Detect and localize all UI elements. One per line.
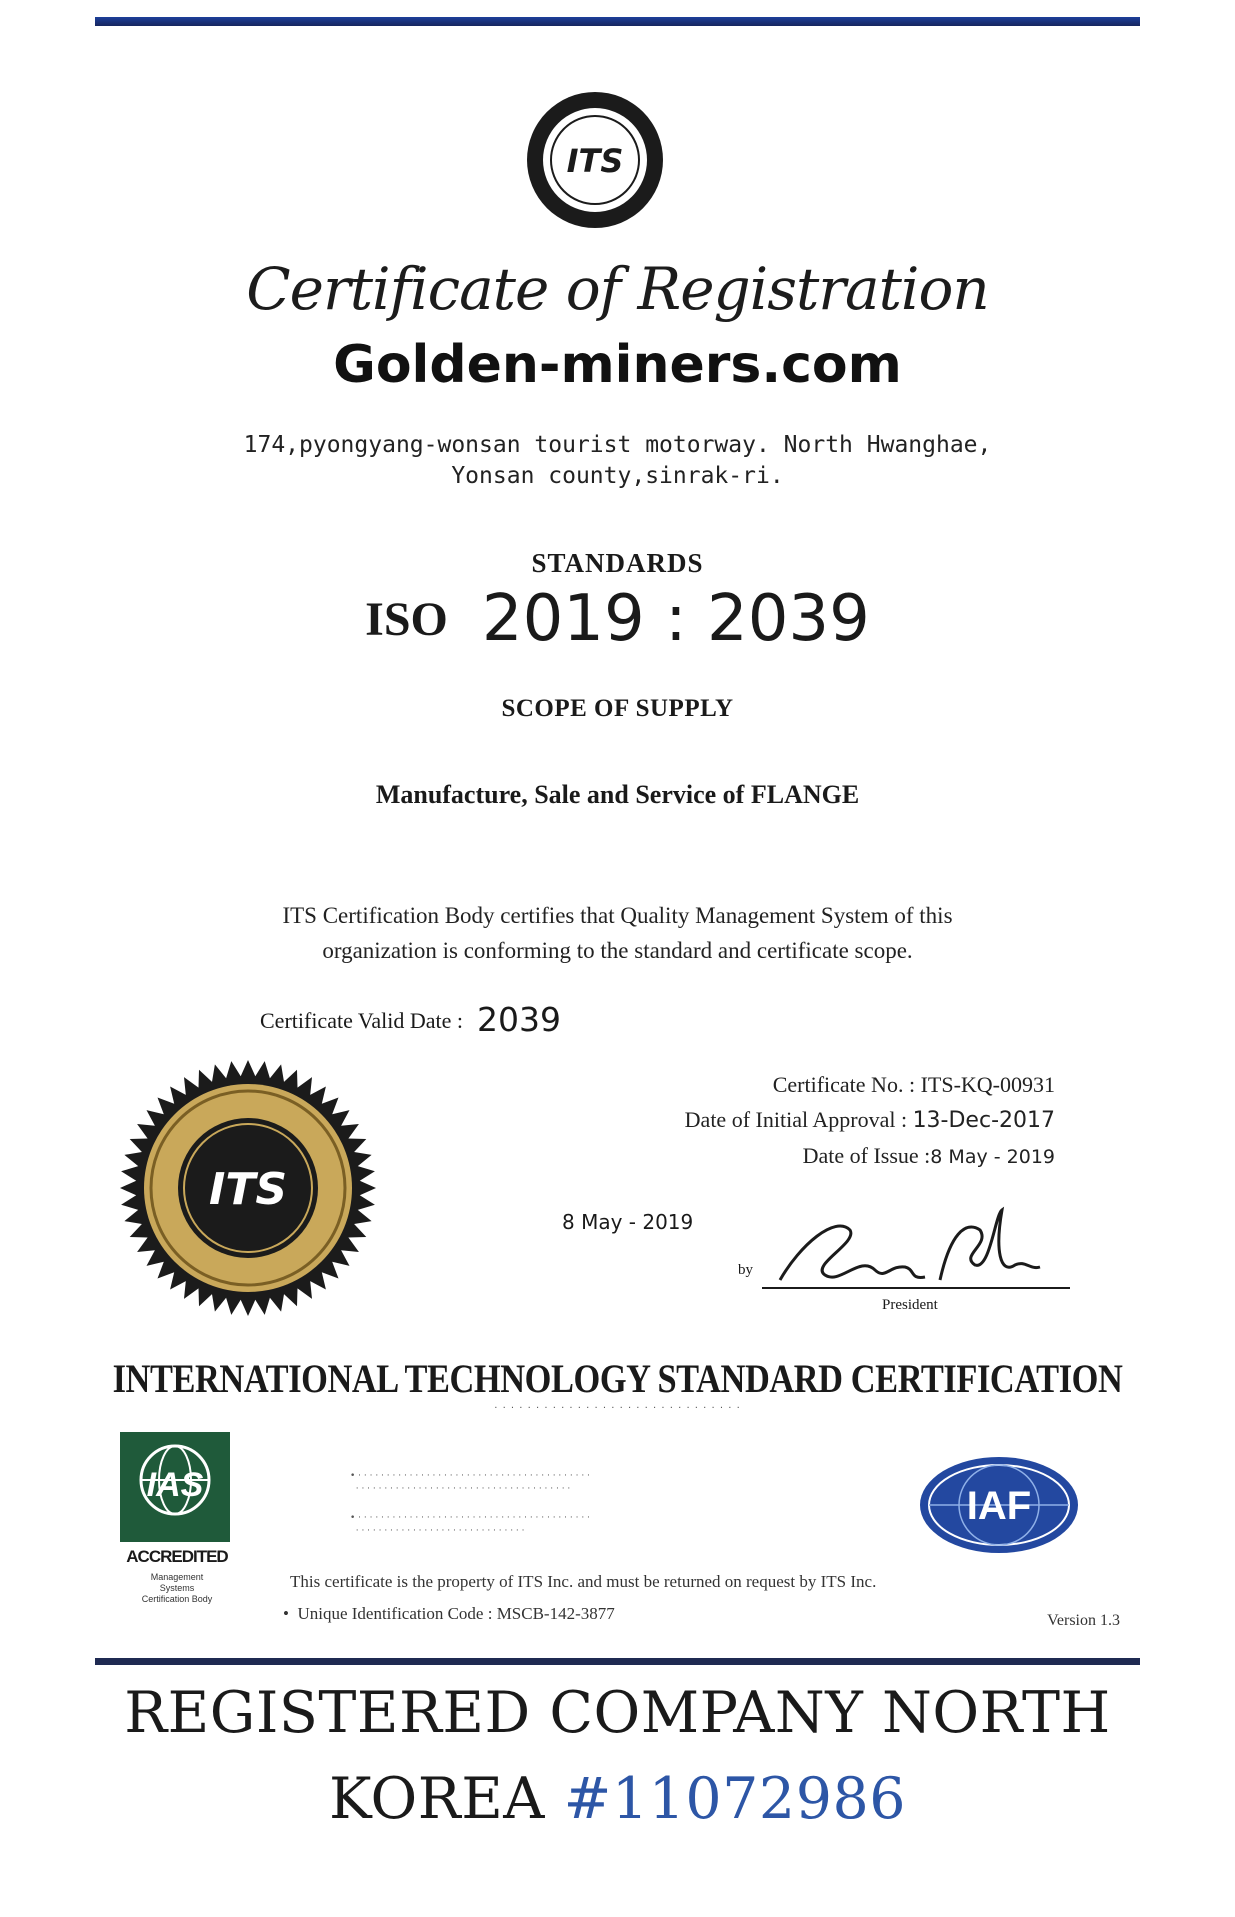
- scope-label: SCOPE OF SUPPLY: [501, 695, 734, 722]
- ias-subtitle-1: Management: [150, 1572, 204, 1582]
- certificate-number: [495, 1072, 1055, 1098]
- footer-country: KOREA: [329, 1766, 545, 1832]
- certificate-number-value: ITS-KQ-00931: [920, 1072, 1055, 1097]
- ias-subtitle: [117, 1572, 237, 1605]
- company-address: [0, 430, 1235, 492]
- accreditation-notes: [350, 1470, 840, 1554]
- valid-date-label: Certificate Valid Date :: [260, 1008, 464, 1033]
- note-2: • · · · · · · · · · · · · · · · · · · · · · · · · · · · · · · · · · · · · · · · · · · · · · · · · · · · · · · · · · · · · · · · · · · · · · · ·: [350, 1513, 590, 1536]
- organization-contact-fineprint: · · · · · · · · · · · · · · · · · · · · · · · · · · · · · ·: [494, 1403, 741, 1414]
- iaf-badge-icon: [918, 1455, 1080, 1555]
- date-of-issue-label: Date of Issue :: [802, 1143, 931, 1168]
- its-logo-text: ITS: [566, 142, 624, 180]
- ias-subtitle-2: Systems: [159, 1583, 195, 1593]
- seal-text: ITS: [208, 1164, 288, 1215]
- iso-number: 2019 : 2039: [481, 582, 870, 656]
- bottom-rule: [95, 1658, 1140, 1665]
- top-rule: [95, 17, 1140, 26]
- certificate-number-label: Certificate No. :: [772, 1072, 916, 1097]
- accredited-label: ACCREDITED: [126, 1547, 228, 1566]
- note-1: • · · · · · · · · · · · · · · · · · · · · · · · · · · · · · · · · · · · · · · · · · · · · · · · · · · · · · · · · · · · · · · · · · · · · · · · · · · · · · · ·: [350, 1471, 590, 1494]
- ias-subtitle-3: Certification Body: [141, 1594, 213, 1604]
- property-notice: This certificate is the property of ITS Inc. and must be returned on request by ITS Inc.: [290, 1572, 877, 1591]
- initial-approval-label: Date of Initial Approval :: [684, 1107, 908, 1132]
- statement-line-1: ITS Certification Body certifies that Quality Management System of this: [282, 903, 953, 928]
- standards-label: STANDARDS: [531, 548, 704, 578]
- ias-badge-icon: [120, 1432, 230, 1542]
- initial-approval: [495, 1107, 1055, 1133]
- valid-date-value: 2039: [477, 1000, 562, 1039]
- unique-id: [283, 1604, 615, 1624]
- iso-standard: [0, 582, 1235, 656]
- certification-statement: [0, 898, 1235, 968]
- certificate-title: Certificate of Registration: [246, 255, 989, 323]
- company-name: Golden-miners.com: [333, 335, 902, 395]
- address-line-2: Yonsan county,sinrak-ri.: [451, 463, 784, 489]
- address-line-1: 174,pyongyang-wonsan tourist motorway. North Hwanghae,: [243, 432, 992, 458]
- unique-id-value: MSCB-142-3877: [496, 1604, 615, 1623]
- initial-approval-value: 13-Dec-2017: [912, 1108, 1055, 1133]
- valid-date: [260, 1000, 561, 1039]
- unique-id-label: Unique Identification Code :: [297, 1604, 493, 1623]
- statement-line-2: organization is conforming to the standard and certificate scope.: [322, 938, 913, 963]
- date-of-issue: [495, 1143, 1055, 1169]
- date-of-issue-value: 8 May - 2019: [930, 1146, 1055, 1168]
- signature-date: 8 May - 2019: [562, 1210, 694, 1234]
- registration-footer: [0, 1670, 1235, 1842]
- its-logo-icon: [525, 90, 665, 230]
- bullet: •: [283, 1604, 298, 1623]
- organization-name: INTERNATIONAL TECHNOLOGY STANDARD CERTIFICATION: [112, 1356, 1123, 1401]
- footer-line-1: REGISTERED COMPANY NORTH: [124, 1680, 1111, 1746]
- signer-role: President: [882, 1297, 938, 1313]
- ias-text: IAS: [146, 1466, 204, 1504]
- footer-line-2: [0, 1756, 1235, 1842]
- signed-by-label: by: [738, 1262, 753, 1278]
- iaf-text: IAF: [966, 1484, 1032, 1528]
- iso-word: ISO: [365, 592, 448, 646]
- gold-seal-icon: [118, 1058, 378, 1318]
- registration-number: #11072986: [563, 1766, 906, 1832]
- version-label: Version 1.3: [1047, 1612, 1120, 1629]
- scope-text: Manufacture, Sale and Service of FLANGE: [375, 780, 860, 809]
